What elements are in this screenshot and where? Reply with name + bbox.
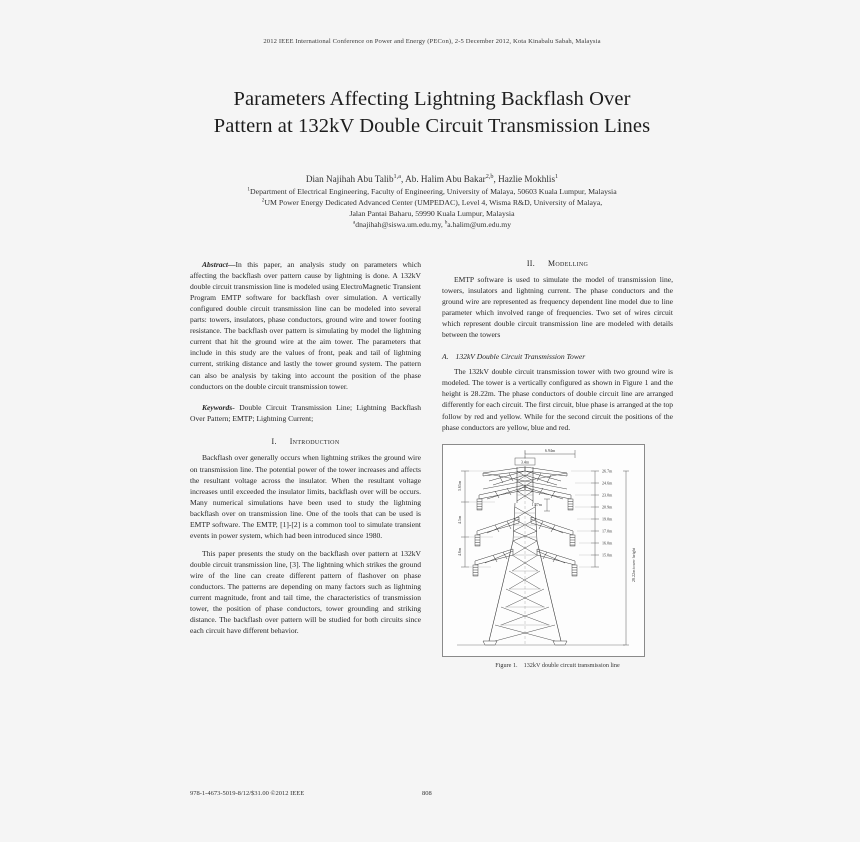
figure-1 [442,444,673,669]
arm-1-left [479,485,525,499]
conference-header: 2012 IEEE International Conference on Power and Energy (PECon), 2-5 December 2012, Kota Kinabalu Sabah, Malaysia [263,38,601,45]
email-a[interactable]: dnajihah@siswa.um.edu.my, [355,220,445,230]
author-emails [190,220,674,231]
email-b[interactable]: a.halim@um.edu.my [447,220,511,230]
label-height-tick-1: 26.7m [602,467,613,473]
insulator-left-1 [477,499,482,510]
subsection-a-paragraph-1: The 132kV double circuit transmission tower with two ground wire is modeled. The tower is a vertically configured as shown in Figure 1 and the height is 28.22m. The phase conductors of double circuit line are arranged differently for each circuit. The first circuit, blue phase is arranged at the top follow by red and yellow. While for the second circuit the positions of the phase conductors are yellow, blue and red. [442,367,673,432]
subsection-label-a: A. [442,352,449,362]
footing-right [553,641,567,645]
left-column [190,259,421,669]
affiliation-2-text: UM Power Energy Dedicated Advanced Center (UMPEDAC), Level 4, Wisma R&D, University of Malaya, [264,198,603,208]
abstract-label: Abstract— [202,260,236,270]
label-left-dim-1: 3.65m [457,480,462,491]
insulator-right-3 [572,565,577,576]
title-line-2: Pattern at 132kV Double Circuit Transmission Lines [213,114,651,137]
label-height-tick-7: 16.0m [602,539,613,545]
affiliation-1 [190,186,674,197]
affiliation-2 [190,197,674,208]
label-insulator-length: 1.27m [531,501,542,507]
author-1-sup: 1,a [393,172,402,180]
abstract-paragraph [190,259,421,392]
section-title-introduction: Introduction [289,437,340,447]
section-number-modelling: II. [526,259,535,269]
label-peak-width: 3.4m [520,459,530,465]
arm-1-right [525,485,571,499]
keywords-label: Keywords- [202,402,235,412]
page-number: 808 [422,790,432,797]
introduction-paragraph-1: Backflash over generally occurs when lightning strikes the ground wire on transmission line. The potential power of the tower increases and affects the resultant voltage across the insulator. When the resultant voltage increases until exceeded the insulator limits, backflash over will be occurs. Many numerical simulations have been used to study the lightning backflash over on transmission line. One of the tools that can be used is EMTP software. The EMTP, [1]-[2] is a common tool to simulate transient events in power system, which had been introduced since 1980. [190,453,421,540]
label-left-dim-2: 4.5m [457,515,462,524]
label-height-tick-8: 15.0m [602,551,613,557]
label-top-width: 6.94m [544,447,556,453]
section-number-introduction: I. [271,437,277,447]
section-heading-introduction [190,437,421,446]
insulator-left-3 [473,565,478,576]
label-height-tick-4: 20.9m [602,503,613,509]
arm-2-left [477,517,519,535]
arm-2-right [531,517,573,535]
modelling-paragraph-1: EMTP software is used to simulate the model of transmission line, towers, insulators and lightning current. The phase conductors and the ground wire are represented as frequency dependent line model due to line parameter which involved range of frequencies. Two set of wires circuit which represent double circuit transmission line are modeled with details between the towers [442,275,673,340]
author-2-name: , Ab. Halim Abu Bakar [401,174,486,184]
tower-horizontals [500,555,550,625]
label-height-tick-5: 19.0m [602,515,613,521]
body-columns [190,259,674,669]
author-2-sup: 2,b [485,172,494,180]
label-height-tick-2: 24.6m [602,479,613,485]
overall-height-dimension [623,471,629,645]
isbn-copyright: 978-1-4673-5019-8/12/$31.00 ©2012 IEEE [190,790,305,797]
introduction-paragraph-2: This paper presents the study on the backflash over pattern at 132kV double circuit transmission line, [3]. The lightning which strikes the ground wire of the line can create different pattern of flashover on phase conductors. The patterns are depending on many factors such as lightning current magnitude, front and tail time, the characteristics of transmission tower, the position of phase conductors, tower grounding and striking distance. The backflash over pattern will be studied for both circuits since each circuit have different behavior. [190,548,421,636]
keywords-paragraph [190,403,421,425]
figure-dimension-labels [457,448,636,582]
right-height-scale [571,471,599,567]
label-overall-height: 28.22m tower height [631,547,636,582]
affiliation-2-marker: 2 [261,197,265,204]
insulator-left-2 [475,535,480,546]
label-height-tick-3: 23.0m [602,491,613,497]
top-crossarm-right [525,467,567,476]
insulator-right-2 [570,535,575,546]
author-3-name: , Hazlie Mokhlis [493,174,556,184]
subsection-title-a: 132kV Double Circuit Transmission Tower [455,352,586,362]
figure-caption-text: 132kV double circuit transmission line [523,661,620,669]
transmission-tower-diagram [443,445,643,655]
author-names [190,173,674,186]
section-title-modelling: Modelling [548,259,589,269]
label-left-dim-3: 4.6m [457,547,462,556]
author-block [190,173,674,231]
right-column [442,259,673,669]
affiliation-1-marker: 1 [247,186,250,193]
section-heading-modelling [442,259,673,268]
page-title [190,86,674,140]
author-3-sup: 1 [555,172,559,180]
page-content [190,28,674,818]
keywords-text: Double Circuit Transmission Line; Lightning Backflash Over Pattern; EMTP; Lightning Current; [190,402,421,423]
figure-caption [442,662,673,669]
author-1-name: Dian Najihah Abu Talib [305,174,394,184]
subsection-heading-a [442,352,673,361]
email-b-marker: b [444,219,448,226]
abstract-text: In this paper, an analysis study on parameters which affecting the backflash over pattern cause by lightning is done. A 132kV double circuit transmission line is modeled using ElectroMagnetic Transient Program EMTP software for backflash over simulation. A vertically configured double circuit transmission line can be modeled into several parts: towers, insulators, phase conductors, ground wire and tower footing resistance. The backflash over pattern is simulating by model the lightning current that hit the ground wire at the aim tower. The parameters that include in this study are the values of front, peak and tail of lightning current, striking distance and lastly the tower ground system. The pattern can also be analysis by taking into account the position of the phase conductors on the double circuit transmission tower. [190,260,421,391]
label-height-tick-6: 17.0m [602,527,613,533]
insulator-right-1 [568,499,573,510]
title-line-1: Parameters Affecting Lightning Backflash Over [233,87,631,110]
affiliation-1-text: Department of Electrical Engineering, Faculty of Engineering, University of Malaya, 50603 Kuala Lumpur, Malaysia [249,187,617,197]
figure-caption-number: Figure 1. [495,661,518,669]
figure-frame [442,444,645,657]
email-a-marker: a [353,219,356,226]
footing-left [483,641,497,645]
left-dimension-chain [461,471,499,567]
affiliation-3: Jalan Pantai Baharu, 59990 Kuala Lumpur, Malaysia [349,209,515,219]
top-crossarm-left [483,467,525,476]
